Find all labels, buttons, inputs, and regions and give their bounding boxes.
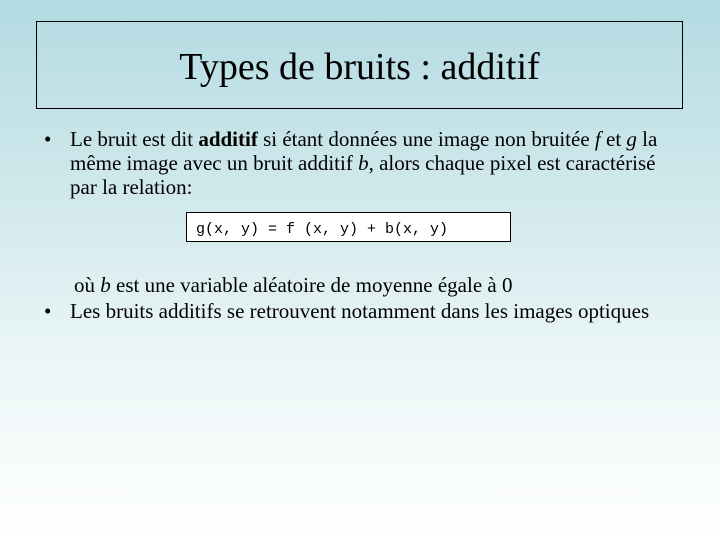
bullet-text: Le bruit est dit (70, 127, 199, 151)
bullet-marker: • (44, 299, 52, 323)
variable-g: g (626, 127, 637, 151)
variable-b: b (358, 151, 369, 175)
bullet-text: si étant données une image non bruitée (257, 127, 595, 151)
formula-container (186, 212, 684, 242)
title-box (36, 21, 683, 109)
bullet-text: Les bruits additifs se retrouvent notamment dans les images optiques (70, 299, 650, 323)
variable-f: f (594, 127, 601, 151)
bullet-item-definition (44, 127, 684, 199)
bold-term-additif: additif (198, 127, 258, 151)
formula-box: g(x, y) = f (x, y) + b(x, y) (186, 212, 511, 242)
bullet-text: et (600, 127, 627, 151)
bullet-text: , alors chaque pixel est caractérisé par la relation: (70, 151, 656, 199)
variable-b: b (100, 273, 111, 297)
bullet-marker: • (44, 127, 52, 151)
bullet-text: la même image avec un bruit additif (70, 127, 658, 175)
continuation-text (44, 273, 684, 297)
slide-title: Types de bruits : additif (179, 46, 540, 88)
continuation-part: est une variable aléatoire de moyenne égale à 0 (110, 273, 513, 297)
bullet-item-additive-noise (44, 299, 684, 323)
continuation-part: où (74, 273, 101, 297)
slide-content (44, 127, 684, 323)
